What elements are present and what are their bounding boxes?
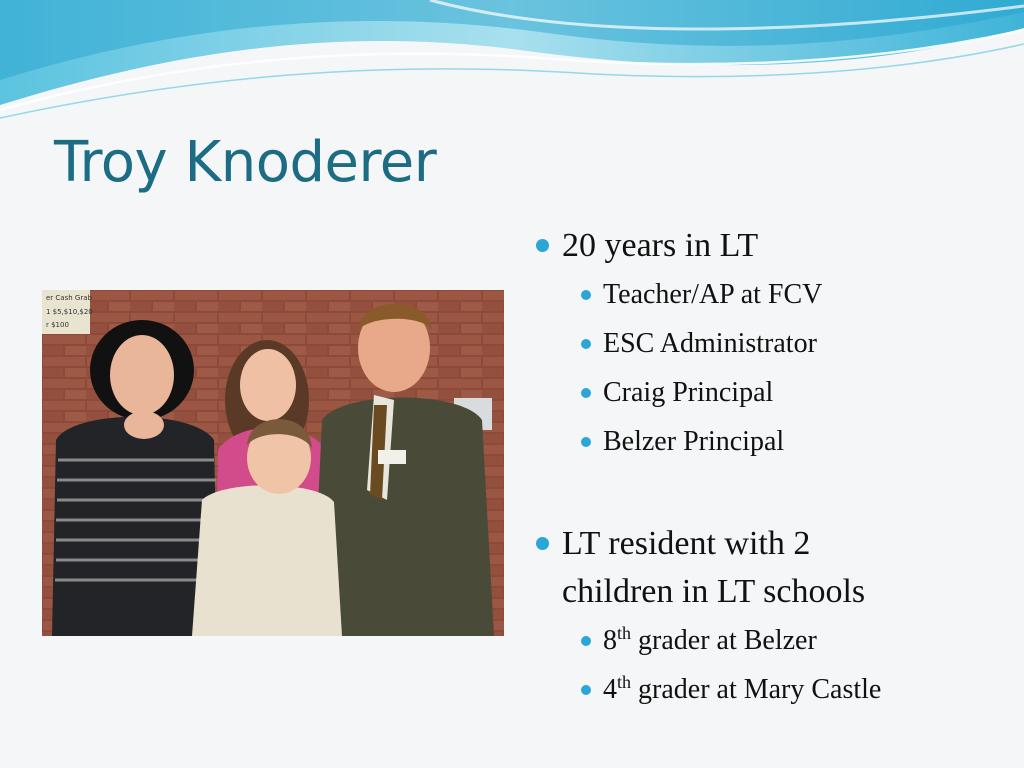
sub-bullet-text: Teacher/AP at FCV bbox=[603, 279, 823, 310]
sign-line-3: r $100 bbox=[46, 321, 69, 329]
bullet-dot-icon bbox=[536, 537, 549, 550]
family-photo-illustration bbox=[42, 290, 504, 636]
sub-bullet-dot-icon bbox=[581, 388, 591, 398]
sub-bullet-text: Craig Principal bbox=[603, 377, 774, 408]
sub-bullet-8th-grader bbox=[534, 616, 1004, 665]
family-photo bbox=[42, 290, 504, 636]
bullet-text-line-1: LT resident with 2 bbox=[562, 525, 811, 562]
bullet-list bbox=[534, 222, 1004, 714]
sub-bullet-dot-icon bbox=[581, 339, 591, 349]
sub-bullet-belzer-principal bbox=[534, 417, 1004, 466]
sub-bullet-dot-icon bbox=[581, 437, 591, 447]
sub-bullet-text: Belzer Principal bbox=[603, 426, 785, 457]
sub-bullet-dot-icon bbox=[581, 685, 591, 695]
sub-bullet-4th-grader bbox=[534, 665, 1004, 714]
bullet-text-line-2: children in LT schools bbox=[562, 573, 866, 610]
sub-bullet-dot-icon bbox=[581, 290, 591, 300]
sub-bullet-craig-principal bbox=[534, 368, 1004, 417]
bullet-text: 20 years in LT bbox=[562, 227, 759, 264]
sign-line-2: 1 $5,$10,$20 bbox=[46, 308, 93, 316]
header-wave-decoration bbox=[0, 0, 1024, 130]
bullet-dot-icon bbox=[536, 239, 549, 252]
grade-number: 4 bbox=[603, 674, 617, 705]
bullet-lt-resident bbox=[534, 520, 1004, 616]
sub-bullet-dot-icon bbox=[581, 636, 591, 646]
sub-bullet-teacher-ap bbox=[534, 270, 1004, 319]
grade-suffix: th bbox=[617, 623, 632, 643]
slide-title: Troy Knoderer bbox=[54, 130, 437, 195]
sub-bullet-text: grader at Mary Castle bbox=[631, 674, 882, 705]
sub-bullet-esc-admin bbox=[534, 319, 1004, 368]
sub-bullet-text: grader at Belzer bbox=[631, 625, 817, 656]
sign-line-1: er Cash Grab bbox=[46, 294, 92, 302]
sub-bullet-text: ESC Administrator bbox=[603, 328, 817, 359]
bullet-years-in-lt bbox=[534, 222, 1004, 270]
grade-suffix: th bbox=[617, 672, 632, 692]
grade-number: 8 bbox=[603, 625, 617, 656]
